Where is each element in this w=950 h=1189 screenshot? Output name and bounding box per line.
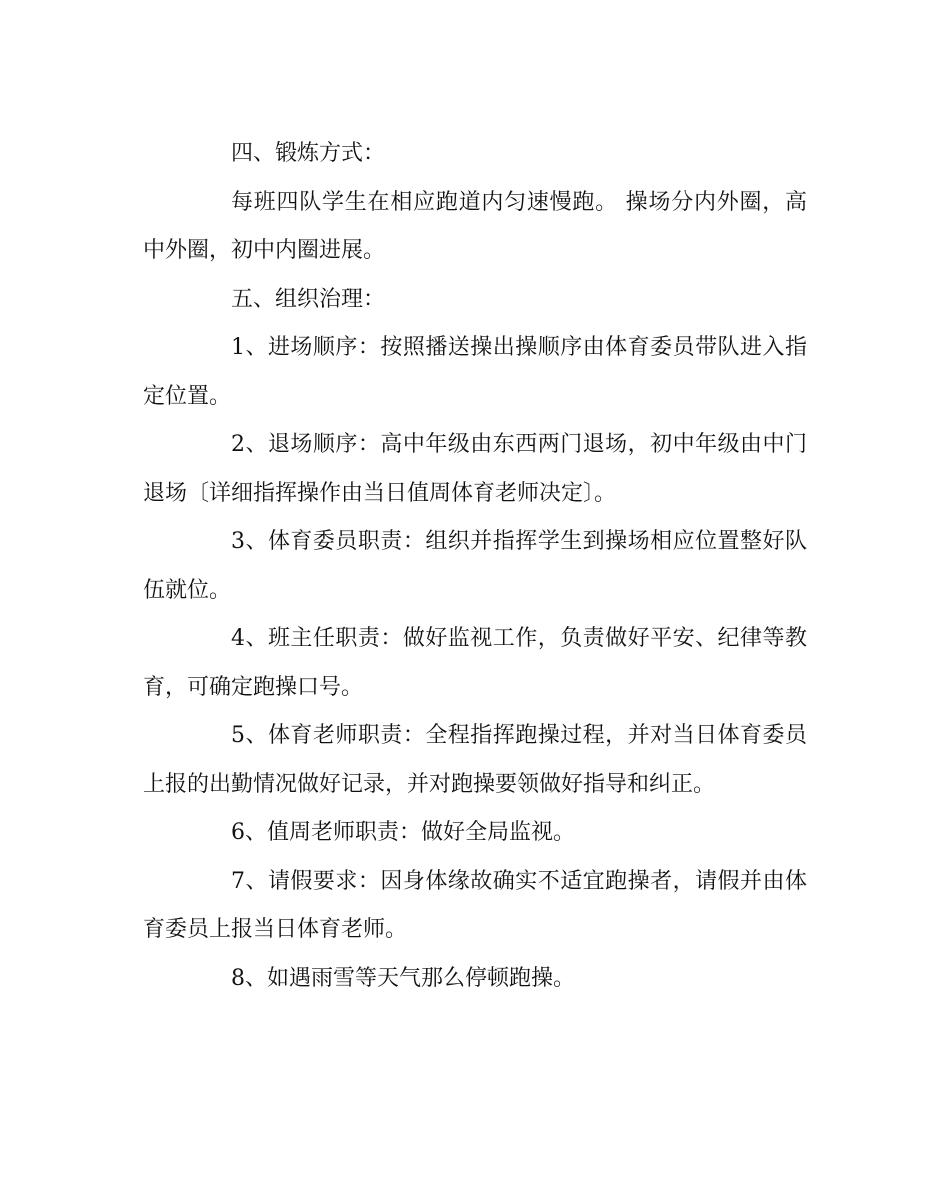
paragraph-text-continued: 委员上报当日体育老师。: [165, 917, 408, 942]
paragraph-text: 8、如遇雨雪等天气那么停顿跑操。: [231, 965, 575, 991]
paragraph-exit-order: [143, 421, 807, 518]
paragraph-text-continued: 外圈，初中内圈进展。: [165, 238, 386, 263]
paragraph-text-continued: 育，可确定跑操口号。: [143, 674, 364, 700]
paragraph-text: 每班四队学生在相应跑道内匀速慢跑。 操场分内外圈，高中: [143, 189, 807, 263]
paragraph-text: 5、体育老师职责：全程指挥跑操过程，并对当日体育委员上: [143, 723, 807, 797]
paragraph-entry-order: [143, 324, 807, 421]
paragraph-pe-teacher-duties: [143, 712, 807, 809]
paragraph-text: 4、班主任职责：做好监视工作，负责做好平安、纪律等教: [231, 626, 807, 651]
paragraph-text-continued: 报的出勤情况做好记录，并对跑操要领做好指导和纠正。: [165, 771, 716, 797]
paragraph-text: 四、锻炼方式：: [231, 141, 386, 166]
paragraph-text: 2、退场顺序：高中年级由东西两门退场，初中年级由中门退: [143, 432, 807, 506]
paragraph-leave-requirements: [143, 858, 807, 955]
paragraph-text-continued: 就位。: [165, 577, 232, 603]
paragraph-exercise-method: [143, 179, 807, 276]
paragraph-text: 6、值周老师职责：做好全局监视。: [231, 820, 575, 845]
paragraph-weather-suspension: [143, 955, 807, 1004]
paragraph-text: 五、组织治理：: [231, 286, 386, 312]
paragraph-text-continued: 场〔详细指挥操作由当日值周体育老师决定〕。: [165, 480, 617, 506]
paragraph-pe-committee-duties: [143, 518, 807, 615]
paragraph-text: 7、请假要求：因身体缘故确实不适宜跑操者，请假并由体育: [143, 868, 807, 942]
paragraph-text-continued: 位置。: [165, 383, 232, 409]
document-body: [143, 130, 807, 1003]
paragraph-duty-teacher-duties: [143, 809, 807, 858]
paragraph-heading-exercise-method: [143, 130, 807, 179]
paragraph-text: 1、进场顺序：按照播送操出操顺序由体育委员带队进入指定: [143, 335, 807, 409]
paragraph-head-teacher-duties: [143, 615, 807, 712]
paragraph-text: 3、体育委员职责：组织并指挥学生到操场相应位置整好队伍: [143, 529, 807, 603]
paragraph-heading-organization: [143, 276, 807, 325]
